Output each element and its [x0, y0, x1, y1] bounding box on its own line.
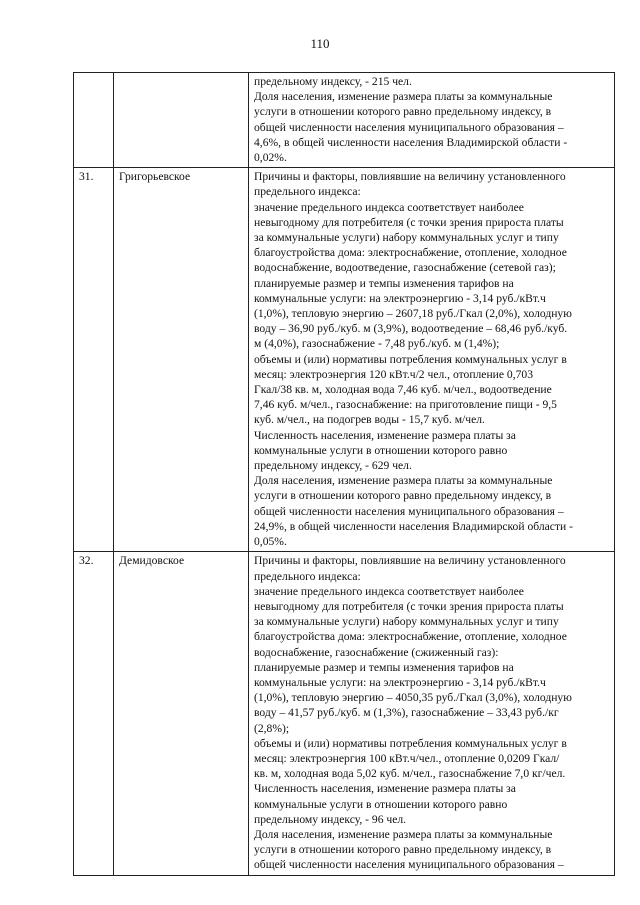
description-line: за коммунальные услуги) набору коммунальных услуг и типу [254, 615, 559, 629]
description-cell [249, 552, 615, 875]
description-line: значение предельного индекса соответствует наиболее [254, 584, 524, 598]
description-line: коммунальные услуги в отношении которого равно [254, 797, 508, 811]
description-line: Доля населения, изменение размера платы за коммунальные [254, 90, 553, 104]
row-number [74, 73, 114, 168]
description-line: невыгодному для потребителя (с точки зрения прироста платы [254, 599, 564, 613]
description-line: (2,8%); [254, 721, 290, 735]
description-line: предельного индекса: [254, 185, 361, 199]
description-line: месяц: электроэнергия 120 кВт.ч/2 чел., отопление 0,703 [254, 367, 533, 381]
description-line: м (4,0%), газоснабжение - 7,48 руб./куб. м (1,4%); [254, 337, 500, 351]
description-line: услуги в отношении которого равно предельному индексу, в [254, 843, 552, 857]
table-row [74, 73, 615, 168]
description-line: месяц: электроэнергия 100 кВт.ч/чел., отопление 0,0209 Гкал/ [254, 751, 560, 765]
description-line: значение предельного индекса соответствует наиболее [254, 200, 524, 214]
table-row [74, 552, 615, 875]
description-line: услуги в отношении которого равно предельному индексу, в [254, 489, 552, 503]
row-number: 31. [74, 168, 114, 552]
description-line: куб. м/чел., на подогрев воды - 15,7 куб. м/чел. [254, 413, 485, 427]
description-line: предельному индексу, - 629 чел. [254, 459, 412, 473]
description-line: невыгодному для потребителя (с точки зрения прироста платы [254, 215, 564, 229]
table-row [74, 168, 615, 552]
description-line: планируемые размер и темпы изменения тарифов на [254, 276, 514, 290]
description-line: 4,6%, в общей численности населения Владимирской области - [254, 135, 568, 149]
description-line: Доля населения, изменение размера платы за коммунальные [254, 474, 553, 488]
description-line: предельному индексу, - 215 чел. [254, 75, 412, 88]
description-line: 0,05%. [254, 535, 287, 549]
description-line: услуги в отношении которого равно предельному индексу, в [254, 105, 552, 119]
description-line: Гкал/38 кв. м, холодная вода 7,46 куб. м/чел., водоотведение [254, 383, 552, 397]
description-line: Доля населения, изменение размера платы за коммунальные [254, 827, 553, 841]
description-line: воду – 36,90 руб./куб. м (3,9%), водоотведение – 68,46 руб./куб. [254, 322, 568, 336]
description-line: 24,9%, в общей численности населения Владимирской области - [254, 519, 573, 533]
description-line: воду – 41,57 руб./куб. м (1,3%), газоснабжение – 33,43 руб./кг [254, 706, 559, 720]
description-line: коммунальные услуги: на электроэнергию - 3,14 руб./кВт.ч [254, 291, 546, 305]
description-line: 7,46 куб. м/чел., газоснабжение: на приготовление пищи - 9,5 [254, 398, 557, 412]
description-line: Численность населения, изменение размера платы за [254, 428, 516, 442]
table-body [74, 73, 615, 876]
municipality-name [114, 73, 249, 168]
description-line: объемы и (или) нормативы потребления коммунальных услуг в [254, 352, 567, 366]
description-line: Причины и факторы, повлиявшие на величину установленного [254, 170, 566, 184]
description-line: объемы и (или) нормативы потребления коммунальных услуг в [254, 736, 567, 750]
description-line: Численность населения, изменение размера платы за [254, 782, 516, 796]
description-line: (1,0%), тепловую энергию – 2607,18 руб./Гкал (2,0%), холодную [254, 307, 572, 321]
description-line: кв. м, холодная вода 5,02 куб. м/чел., газоснабжение 7,0 кг/чел. [254, 767, 566, 781]
description-line: благоустройства дома: электроснабжение, отопление, холодное [254, 630, 567, 644]
municipal-index-table [73, 72, 615, 876]
description-line: коммунальные услуги в отношении которого равно [254, 443, 508, 457]
description-line: коммунальные услуги: на электроэнергию - 3,14 руб./кВт.ч [254, 675, 546, 689]
description-line: благоустройства дома: электроснабжение, отопление, холодное [254, 246, 567, 260]
description-line: водоснабжение, водоотведение, газоснабжение (сетевой газ); [254, 261, 556, 275]
description-line: водоснабжение, газоснабжение (сжиженный газ): [254, 645, 499, 659]
description-line: планируемые размер и темпы изменения тарифов на [254, 660, 514, 674]
description-line: общей численности населения муниципального образования – [254, 858, 564, 872]
description-line: за коммунальные услуги) набору коммунальных услуг и типу [254, 231, 559, 245]
description-line: общей численности населения муниципального образования – [254, 504, 564, 518]
municipality-name: Григорьевское [114, 168, 249, 552]
description-line: (1,0%), тепловую энергию – 4050,35 руб./Гкал (3,0%), холодную [254, 691, 572, 705]
description-line: предельного индекса: [254, 569, 361, 583]
description-line: Причины и факторы, повлиявшие на величину установленного [254, 554, 566, 568]
row-number: 32. [74, 552, 114, 875]
description-line: предельному индексу, - 96 чел. [254, 812, 407, 826]
description-cell [249, 73, 615, 168]
municipality-name: Демидовское [114, 552, 249, 875]
description-line: общей численности населения муниципального образования – [254, 120, 564, 134]
page-number: 110 [310, 36, 330, 51]
description-line: 0,02%. [254, 151, 287, 165]
description-cell [249, 168, 615, 552]
